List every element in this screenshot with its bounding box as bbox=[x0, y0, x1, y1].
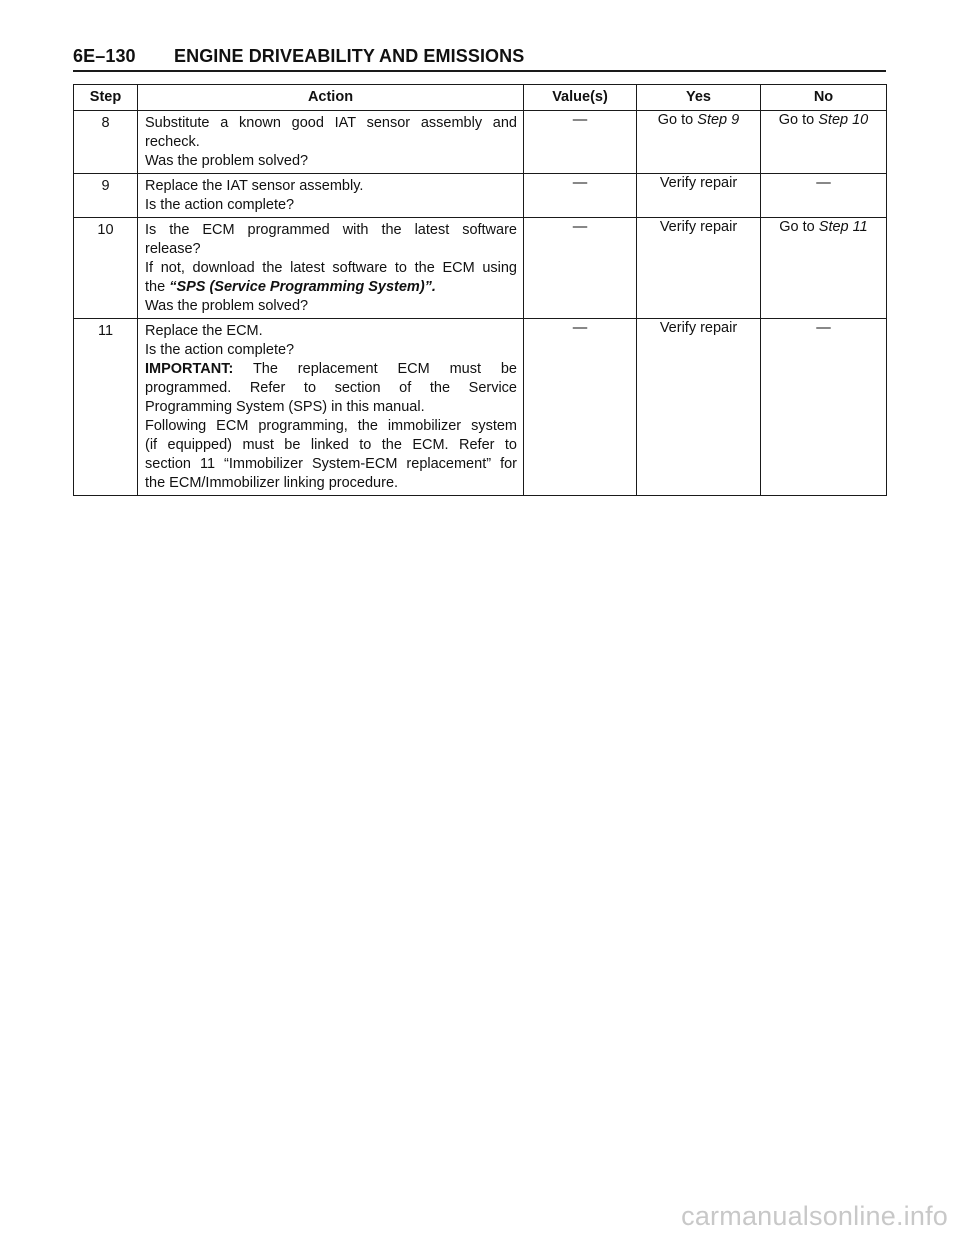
action-line: Replace the ECM. bbox=[145, 323, 263, 339]
table-row bbox=[74, 319, 887, 496]
action-line: Was the problem solved? bbox=[145, 153, 309, 169]
important-label: IMPORTANT: bbox=[145, 361, 234, 377]
action-cell bbox=[138, 319, 524, 496]
action-line: Programming System (SPS) in this manual. bbox=[145, 399, 425, 415]
values-cell: — bbox=[524, 174, 637, 218]
action-line-sps bbox=[145, 278, 517, 297]
no-step-reference: Step 10 bbox=[818, 112, 869, 128]
action-cell bbox=[138, 111, 524, 174]
no-prefix: Go to bbox=[779, 219, 819, 235]
step-number: 8 bbox=[74, 111, 138, 174]
step-number: 11 bbox=[74, 319, 138, 496]
important-text: The replacement ECM must be bbox=[233, 361, 517, 377]
no-cell: — bbox=[761, 319, 887, 496]
no-cell bbox=[761, 111, 887, 174]
values-cell: — bbox=[524, 218, 637, 319]
action-line: release? bbox=[145, 241, 201, 257]
action-line: Is the ECM programmed with the latest software bbox=[145, 222, 517, 238]
section-title: ENGINE DRIVEABILITY AND EMISSIONS bbox=[174, 46, 525, 66]
table-row bbox=[74, 218, 887, 319]
table-row bbox=[74, 174, 887, 218]
watermark: carmanualsonline.info bbox=[681, 1201, 948, 1231]
action-line: Is the action complete? bbox=[145, 342, 295, 358]
action-line: Is the action complete? bbox=[145, 197, 295, 213]
action-line: the ECM/Immobilizer linking procedure. bbox=[145, 475, 399, 491]
yes-prefix: Go to bbox=[657, 112, 698, 128]
action-line: recheck. bbox=[145, 134, 200, 150]
column-header-yes: Yes bbox=[637, 85, 761, 111]
values-cell: — bbox=[524, 319, 637, 496]
action-line: Was the problem solved? bbox=[145, 298, 309, 314]
yes-cell: Verify repair bbox=[637, 174, 761, 218]
action-line: (if equipped) must be linked to the ECM. Refer to bbox=[145, 437, 517, 453]
step-number: 10 bbox=[74, 218, 138, 319]
action-cell bbox=[138, 174, 524, 218]
yes-cell: Verify repair bbox=[637, 319, 761, 496]
sps-prefix: the bbox=[145, 279, 170, 295]
action-line: Substitute a known good IAT sensor assembly and bbox=[145, 115, 517, 131]
action-cell bbox=[138, 218, 524, 319]
yes-step-reference: Step 9 bbox=[697, 112, 740, 128]
column-header-action: Action bbox=[138, 85, 524, 111]
page-header bbox=[73, 44, 886, 72]
no-prefix: Go to bbox=[778, 112, 819, 128]
action-line: programmed. Refer to section of the Service bbox=[145, 380, 517, 396]
action-line: If not, download the latest software to the ECM using bbox=[145, 260, 517, 276]
table-header-row bbox=[74, 85, 887, 111]
yes-cell: Verify repair bbox=[637, 218, 761, 319]
no-cell: — bbox=[761, 174, 887, 218]
table-row bbox=[74, 111, 887, 174]
column-header-no: No bbox=[761, 85, 887, 111]
important-line bbox=[145, 360, 517, 379]
sps-reference: “SPS (Service Programming System)”. bbox=[169, 279, 436, 295]
action-line: Following ECM programming, the immobilizer system bbox=[145, 418, 517, 434]
page-number: 6E–130 bbox=[73, 46, 136, 66]
step-number: 9 bbox=[74, 174, 138, 218]
no-step-reference: Step 11 bbox=[818, 219, 868, 235]
no-cell bbox=[761, 218, 887, 319]
action-line: Replace the IAT sensor assembly. bbox=[145, 178, 364, 194]
action-line: section 11 “Immobilizer System-ECM replacement” for bbox=[145, 456, 517, 472]
column-header-values: Value(s) bbox=[524, 85, 637, 111]
column-header-step: Step bbox=[74, 85, 138, 111]
yes-cell bbox=[637, 111, 761, 174]
values-cell: — bbox=[524, 111, 637, 174]
diagnostic-table bbox=[73, 84, 887, 496]
